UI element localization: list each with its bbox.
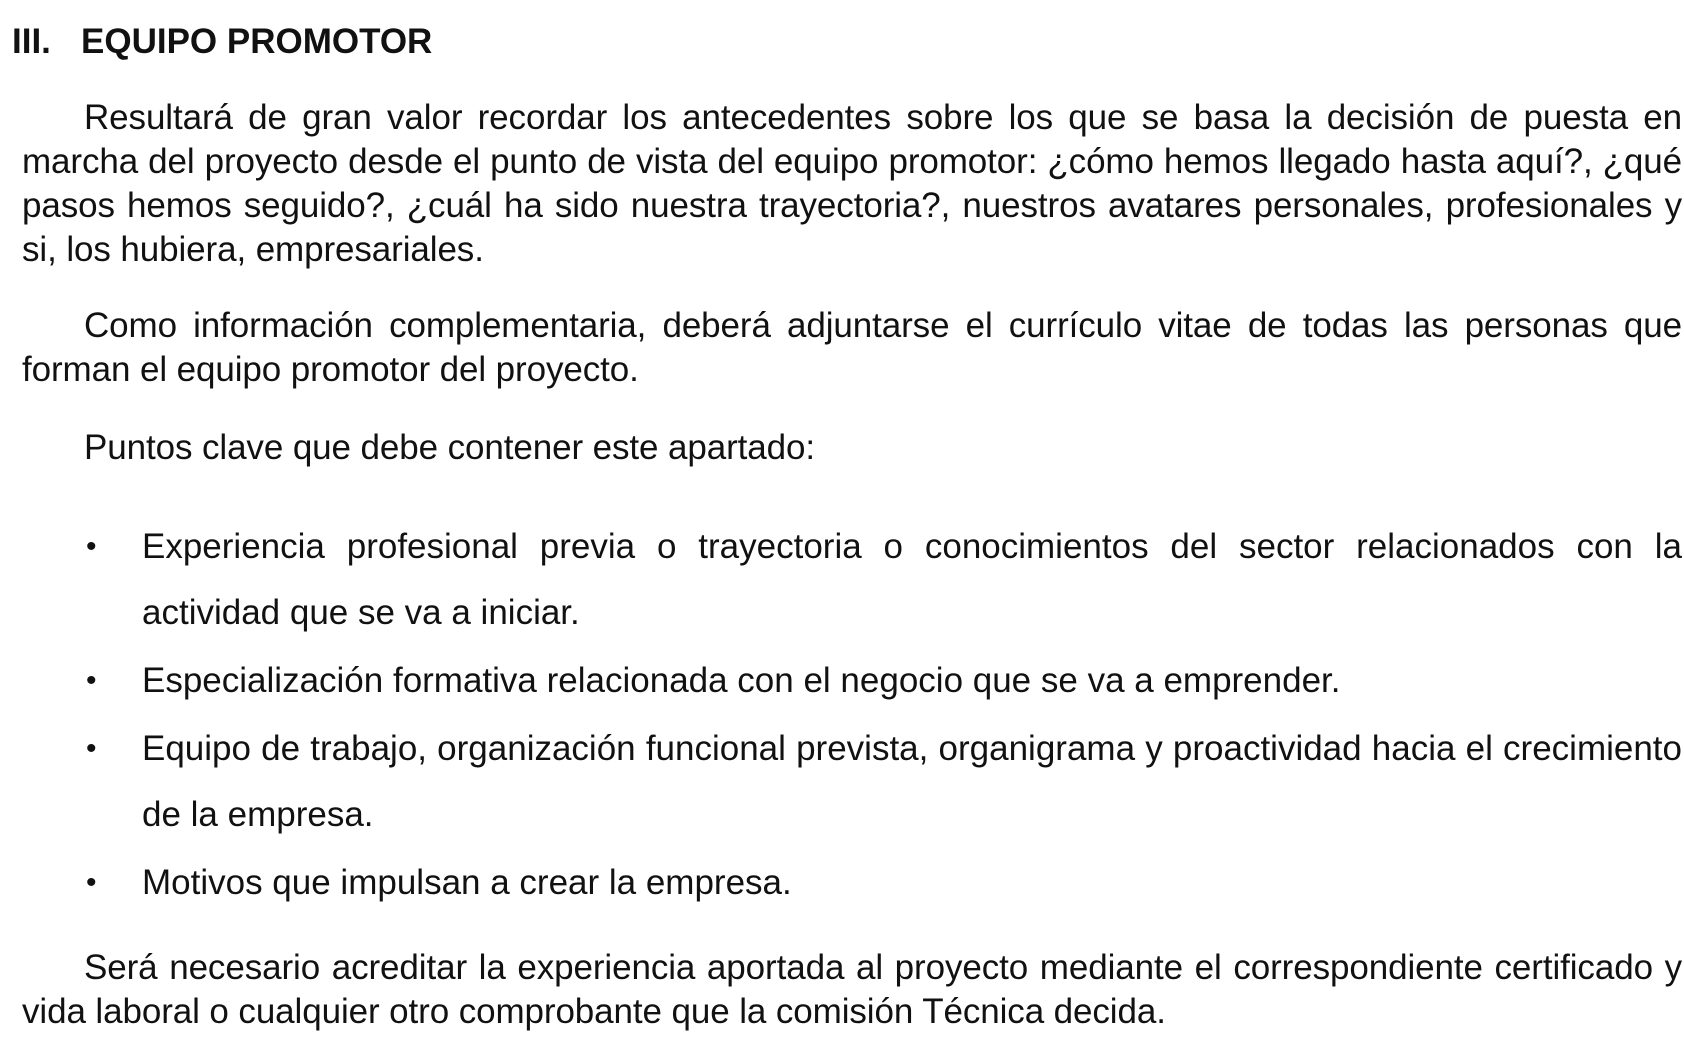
list-item [22,850,1682,916]
list-item [22,514,1682,646]
list-item [22,716,1682,848]
list-item-text: Equipo de trabajo, organización funcional prevista, organigrama y proactividad hacia el crecimiento de la empresa. [142,729,1682,834]
section-title: EQUIPO PROMOTOR [81,22,433,61]
list-item-text: Motivos que impulsan a crear la empresa. [142,863,792,902]
paragraph-curriculo: Como información complementaria, deberá adjuntarse el currículo vitae de todas las personas que forman el equipo promotor del proyecto. [22,306,1682,389]
list-item [22,648,1682,714]
bullet-icon: • [86,664,97,697]
list-item-text: Experiencia profesional previa o trayectoria o conocimientos del sector relacionados con la actividad que se va a iniciar. [142,527,1682,632]
paragraph-puntos-clave: Puntos clave que debe contener este apartado: [84,428,816,467]
bullet-icon: • [86,530,97,563]
bullet-icon: • [86,866,97,899]
key-points-list [22,514,1682,918]
paragraph-acreditacion: Será necesario acreditar la experiencia aportada al proyecto mediante el correspondiente certificado y vida laboral o cualquier otro comprobante que la comisión Técnica decida. [22,948,1682,1031]
section-number: III. [12,22,51,61]
list-item-text: Especialización formativa relacionada con el negocio que se va a emprender. [142,661,1341,700]
bullet-icon: • [86,732,97,765]
paragraph-antecedentes: Resultará de gran valor recordar los antecedentes sobre los que se basa la decisión de puesta en marcha del proyecto desde el punto de vista del equipo promotor: ¿cómo hemos llegado hasta aquí?, ¿qué pasos hemos seguido?, ¿cuál ha sido nuestra trayectoria?, nuestros avatares personales, profesionales y si, los hubiera, empresariales. [22,98,1682,269]
section-heading [12,14,432,70]
